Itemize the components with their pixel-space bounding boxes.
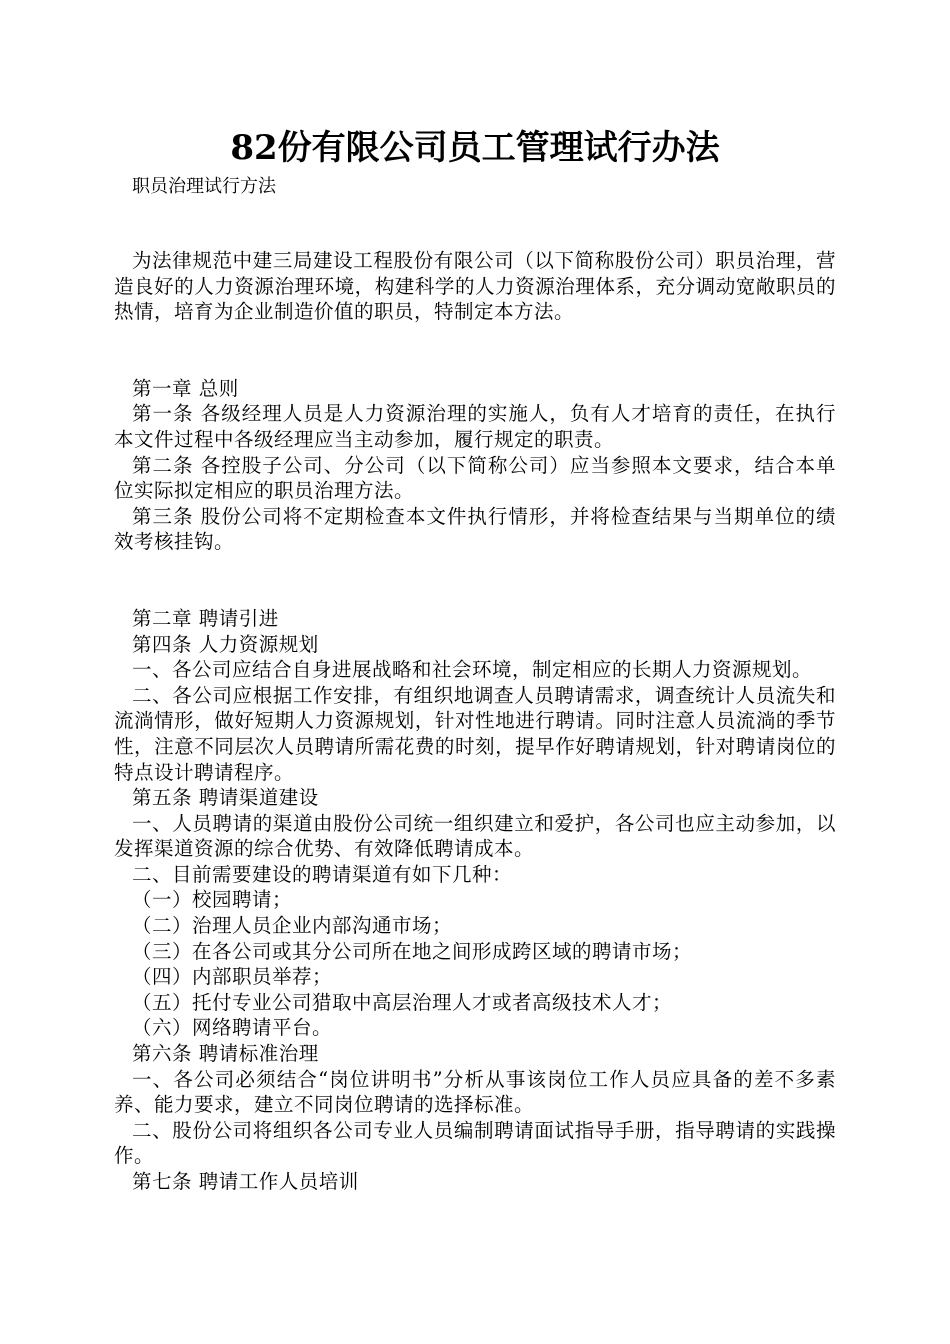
article-heading: 第七条 聘请工作人员培训 xyxy=(132,1170,359,1193)
list-item: （二）治理人员企业内部沟通市场； xyxy=(132,914,453,938)
clause-paragraph: 二、股份公司将组织各公司专业人员编制聘请面试指导手册，指导聘请的实践操作。 xyxy=(114,1118,836,1168)
article-paragraph: 第一条 各级经理人员是人力资源治理的实施人，负有人才培育的责任，在执行本文件过程中各级经理应当主动参加，履行规定的职责。 xyxy=(114,402,836,451)
list-item: （三）在各公司或其分公司所在地之间形成跨区域的聘请市场； xyxy=(132,939,693,963)
list-item: （五）托付专业公司猎取中高层治理人才或者高级技术人才； xyxy=(132,990,673,1014)
chapter-heading: 第二章 聘请引进 xyxy=(132,606,279,630)
list-item: （六）网络聘请平台。 xyxy=(132,1016,333,1040)
intro-paragraph: 为法律规范中建三局建设工程股份有限公司（以下简称股份公司）职员治理，营造良好的人力资源治理环境，构建科学的人力资源治理体系，充分调动宽敞职员的热情，培育为企业制造价值的职员，特制定本方法。 xyxy=(114,249,836,324)
document-title: 82份有限公司员工管理试行办法 xyxy=(230,128,720,168)
document-subtitle: 职员治理试行方法 xyxy=(132,176,276,197)
list-item: （一）校园聘请； xyxy=(132,888,293,912)
article-paragraph: 第三条 股份公司将不定期检查本文件执行情形，并将检查结果与当期单位的绩效考核挂钩。 xyxy=(114,504,836,554)
list-item: （四）内部职员举荐； xyxy=(132,965,333,989)
clause-paragraph: 一、各公司必须结合“岗位讲明书”分析从事该岗位工作人员应具备的差不多素养、能力要求，建立不同岗位聘请的选择标准。 xyxy=(114,1067,836,1117)
chapter-heading: 第一章 总则 xyxy=(132,376,239,400)
clause-paragraph: 一、人员聘请的渠道由股份公司统一组织建立和爱护，各公司也应主动参加，以发挥渠道资源的综合优势、有效降低聘请成本。 xyxy=(114,811,836,861)
article-heading: 第六条 聘请标准治理 xyxy=(132,1042,319,1066)
section-gap xyxy=(114,555,836,606)
document-body xyxy=(114,248,836,1195)
article-paragraph: 第二条 各控股子公司、分公司（以下简称公司）应当参照本文要求，结合本单位实际拟定相应的职员治理方法。 xyxy=(114,453,836,503)
clause-paragraph: 一、各公司应结合自身进展战略和社会环境，制定相应的长期人力资源规划。 xyxy=(132,658,813,682)
clause-paragraph: 二、目前需要建设的聘请渠道有如下几种： xyxy=(132,862,513,886)
article-heading: 第四条 人力资源规划 xyxy=(132,632,319,656)
section-gap xyxy=(114,325,836,376)
clause-paragraph: 二、各公司应根据工作安排，有组织地调查人员聘请需求，调查统计人员流失和流淌情形，做好短期人力资源规划，针对性地进行聘请。同时注意人员流淌的季节性，注意不同层次人员聘请所需花费的时刻，提早作好聘请规划，针对聘请岗位的特点设计聘请程序。 xyxy=(114,683,836,784)
article-heading: 第五条 聘请渠道建设 xyxy=(132,786,319,810)
